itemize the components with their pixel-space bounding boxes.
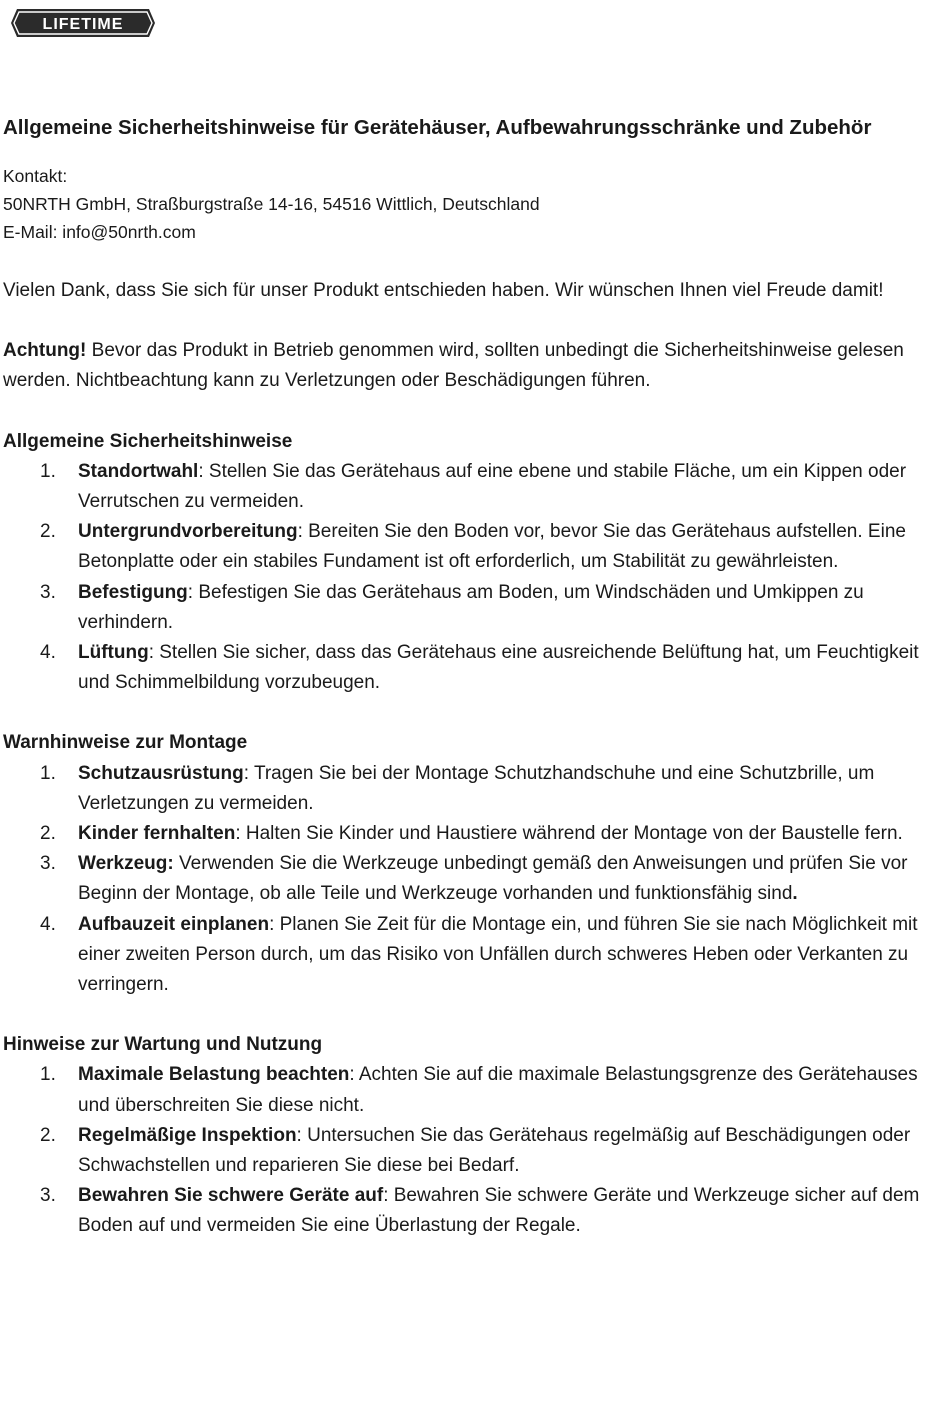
item-number: 2. <box>40 823 56 845</box>
list-item <box>3 759 933 819</box>
item-number: 3. <box>40 1185 56 1207</box>
lifetime-logo-graphic <box>10 6 156 40</box>
item-term: Regelmäßige Inspektion <box>78 1124 297 1146</box>
item-term: Maximale Belastung beachten <box>78 1064 350 1086</box>
section-general-safety <box>3 427 933 699</box>
item-text: : Befestigen Sie das Gerätehaus am Boden, um Windschäden und Umkippen zu verhindern. <box>78 581 864 633</box>
item-text: : Untersuchen Sie das Gerätehaus regelmäßig auf Beschädigungen oder Schwachstellen und reparieren Sie diese bei Bedarf. <box>78 1124 911 1177</box>
instruction-list <box>3 1060 933 1241</box>
contact-email: E-Mail: info@50nrth.com <box>3 222 196 242</box>
brand-logo <box>10 6 156 40</box>
item-text: : Halten Sie Kinder und Haustiere während der Montage von der Baustelle fern. <box>235 823 903 845</box>
warning-paragraph <box>3 336 933 396</box>
warning-label: Achtung! <box>3 340 87 362</box>
item-text: : Bereiten Sie den Boden vor, bevor Sie das Gerätehaus aufstellen. Eine Betonplatte oder ein stabiles Fundament ist oft erforderlich, um Stabilität zu gewährleisten. <box>78 521 906 573</box>
item-text: : Achten Sie auf die maximale Belastungsgrenze des Gerätehauses und überschreiten Sie diese nicht. <box>78 1064 918 1116</box>
list-item <box>3 849 933 909</box>
item-number: 2. <box>40 1124 56 1146</box>
item-text: : Tragen Sie bei der Montage Schutzhandschuhe und eine Schutzbrille, um Verletzungen zu vermeiden. <box>78 762 875 814</box>
item-term: Lüftung <box>78 642 149 664</box>
instruction-list <box>3 759 933 1001</box>
item-number: 4. <box>40 642 56 664</box>
list-item <box>3 578 933 638</box>
section-heading: Warnhinweise zur Montage <box>3 732 248 754</box>
instruction-list <box>3 457 933 699</box>
list-item <box>3 819 933 849</box>
section-assembly-warnings <box>3 728 933 1000</box>
item-text: : Stellen Sie sicher, dass das Gerätehaus eine ausreichende Belüftung hat, um Feuchtigkeit und Schimmelbildung vorzubeugen. <box>78 642 919 694</box>
item-term: Kinder fernhalten <box>78 823 236 845</box>
section-maintenance-usage <box>3 1030 933 1241</box>
contact-address: 50NRTH GmbH, Straßburgstraße 14-16, 54516 Wittlich, Deutschland <box>3 194 540 214</box>
item-text: : Stellen Sie das Gerätehaus auf eine ebene und stabile Fläche, um ein Kippen oder Verrutschen zu vermeiden. <box>78 460 907 513</box>
intro-text: Vielen Dank, dass Sie sich für unser Produkt entschieden haben. Wir wünschen Ihnen viel Freude damit! <box>3 280 884 301</box>
item-number: 3. <box>40 853 56 875</box>
list-item <box>3 1121 933 1181</box>
item-term: Standortwahl <box>78 460 199 482</box>
item-term: Aufbauzeit einplanen <box>78 913 270 935</box>
list-item <box>3 638 933 698</box>
list-item <box>3 1060 933 1120</box>
item-number: 1. <box>40 762 56 784</box>
list-item <box>3 517 933 577</box>
list-item <box>3 457 933 517</box>
logo-text: LIFETIME <box>42 16 124 33</box>
warning-text: Bevor das Produkt in Betrieb genommen wird, sollten unbedingt die Sicherheitshinweise gelesen werden. Nichtbeachtung kann zu Verletzungen oder Beschädigungen führen. <box>3 340 904 392</box>
item-number: 2. <box>40 521 56 543</box>
document-title: Allgemeine Sicherheitshinweise für Gerätehäuser, Aufbewahrungsschränke und Zubehör <box>3 116 872 139</box>
item-text: : Planen Sie Zeit für die Montage ein, und führen Sie sie nach Möglichkeit mit einer zweiten Person durch, um das Risiko von Unfällen durch schweres Heben oder Verkanten zu verringern. <box>78 913 918 996</box>
item-number: 1. <box>40 460 56 482</box>
contact-block <box>3 162 933 246</box>
document-body <box>3 112 933 1272</box>
item-trailing-period: . <box>792 883 798 905</box>
list-item <box>3 1181 933 1241</box>
section-heading: Hinweise zur Wartung und Nutzung <box>3 1034 323 1056</box>
section-heading: Allgemeine Sicherheitshinweise <box>3 430 293 452</box>
item-number: 1. <box>40 1064 56 1086</box>
contact-label: Kontakt: <box>3 166 68 186</box>
list-item <box>3 910 933 1001</box>
item-term: Befestigung <box>78 581 188 603</box>
item-term: Werkzeug: <box>78 853 174 875</box>
item-number: 4. <box>40 913 56 935</box>
item-text: Verwenden Sie die Werkzeuge unbedingt gemäß den Anweisungen und prüfen Sie vor Beginn der Montage, ob alle Teile und Werkzeuge vorhanden und funktionsfähig sind <box>78 853 908 905</box>
item-term: Bewahren Sie schwere Geräte auf <box>78 1185 384 1207</box>
item-text: : Bewahren Sie schwere Geräte und Werkzeuge sicher auf dem Boden auf und vermeiden Sie eine Überlastung der Regale. <box>78 1185 920 1237</box>
item-number: 3. <box>40 581 56 603</box>
item-term: Untergrundvorbereitung <box>78 521 298 543</box>
item-term: Schutzausrüstung <box>78 762 244 784</box>
